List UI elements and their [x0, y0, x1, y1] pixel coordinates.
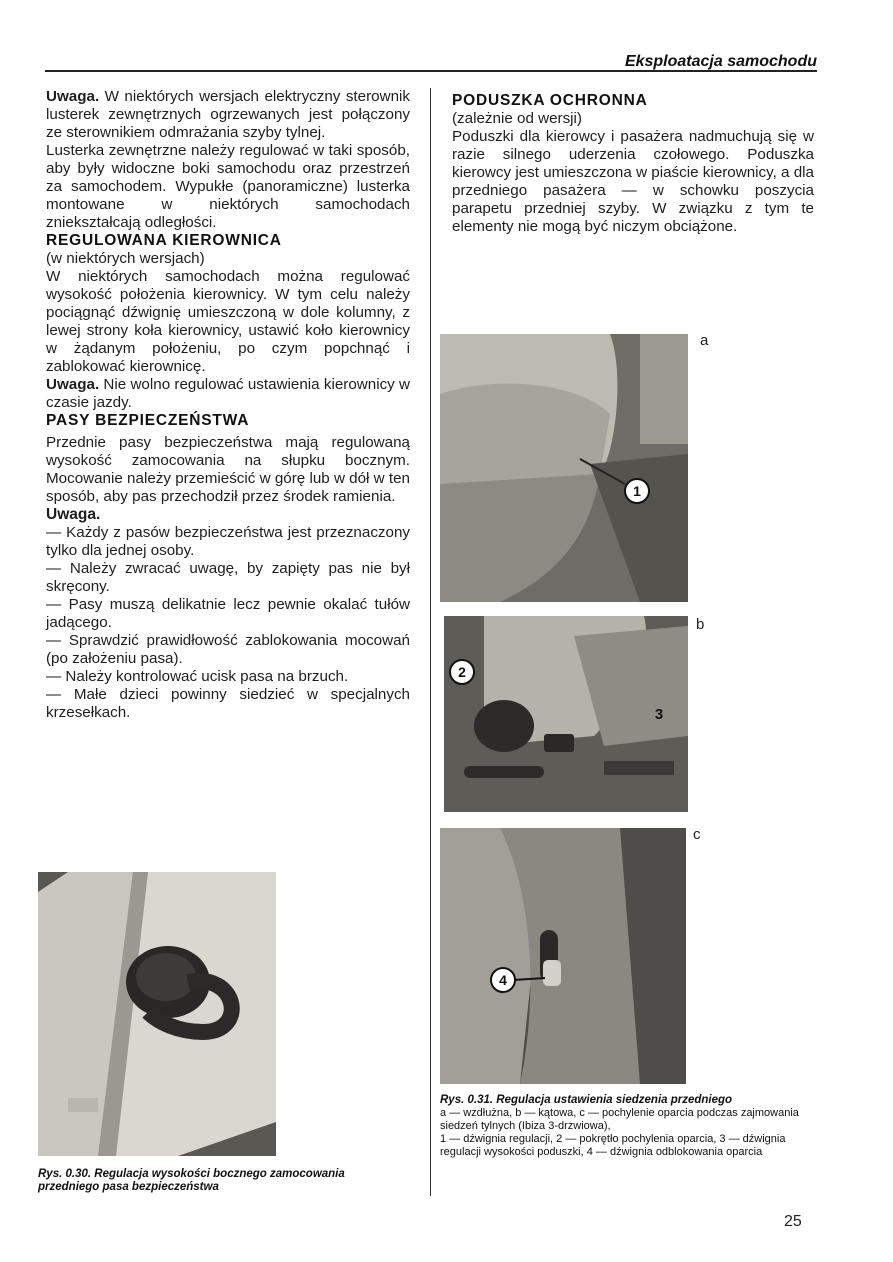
belts-note-item: — Należy kontrolować ucisk pasa na brzuch. — [46, 668, 349, 685]
header-rule — [45, 70, 817, 72]
callout-2: 2 — [458, 664, 466, 680]
photo-label-b: b — [696, 616, 705, 633]
callout-3: 3 — [654, 706, 664, 723]
belts-note-item: — Należy zwracać uwagę, by zapięty pas nie był skręcony. — [46, 560, 410, 595]
airbag-paragraph: Poduszki dla kierowcy i pasażera nadmuchują się w razie silnego uderzenia czołowego. Poduszka kierowcy jest umieszczona w piaście kierownicy, a dla przedniego pasażera — w schowku poszycia parapetu przedniej szyby. W związku z tym te elementy nie mogą być niczym obciążone. — [452, 128, 814, 235]
note-label: Uwaga. — [46, 88, 100, 105]
steering-subheading: (w niektórych wersjach) — [46, 250, 205, 267]
mirror-note — [46, 88, 410, 142]
caption-title: Rys. 0.31. Regulacja ustawienia siedzenia przedniego — [440, 1094, 733, 1106]
callout-4: 4 — [499, 972, 507, 988]
note-text: Nie wolno regulować ustawienia kierownicy w czasie jazdy. — [46, 376, 410, 411]
belts-paragraph: Przednie pasy bezpieczeństwa mają regulowaną wysokość zamocowania na słupku bocznym. Mocowanie należy przemieścić w górę lub w dół w ten sposób, aby pas przechodził przez środek ramienia. — [46, 434, 410, 505]
belts-note-item: — Pasy muszą delikatnie lecz pewnie okalać tułów jadącego. — [46, 596, 410, 631]
photo-label-a: a — [700, 332, 709, 349]
column-divider — [430, 88, 431, 1196]
figure-caption-0-30 — [38, 1168, 378, 1194]
caption-line: 1 — dźwignia regulacji, 2 — pokrętło pochylenia oparcia, 3 — dźwignia regulacji wysokości poduszki, 4 — dźwignia odblokowania oparcia — [440, 1133, 786, 1158]
note-text: W niektórych wersjach elektryczny sterownik lusterek zewnętrznych ogrzewanych jest połączony ze sterownikiem odmrażania szyby tylnej. — [46, 88, 410, 141]
steering-paragraph: W niektórych samochodach można regulować wysokość położenia kierownicy. W tym celu należy pociągnąć dźwignię umieszczoną w dole kolumny, z lewej strony koła kierownicy, ustawić koło kierownicy w żądanym położeniu, po czym popchnąć i zablokować kierownicę. — [46, 268, 410, 375]
figure-caption-0-31 — [440, 1094, 810, 1159]
caption-line: a — wzdłużna, b — kątowa, c — pochylenie oparcia podczas zajmowania siedzeń tylnych (Ibiza 3-drzwiowa), — [440, 1107, 799, 1132]
seat-photo-b — [444, 616, 688, 812]
seatbelt-anchor-photo — [38, 872, 276, 1156]
left-column — [46, 88, 410, 722]
belts-note-title: Uwaga. — [46, 506, 101, 523]
seat-photo-a — [440, 334, 688, 602]
callout-1: 1 — [633, 483, 641, 499]
belts-note-item: — Małe dzieci powinny siedzieć w specjalnych krzesełkach. — [46, 686, 410, 721]
page-number: 25 — [784, 1213, 802, 1230]
note-label: Uwaga. — [46, 376, 100, 393]
belts-note-item: — Sprawdzić prawidłowość zablokowania mocowań (po założeniu pasa). — [46, 632, 410, 667]
steering-heading: REGULOWANA KIEROWNICA — [46, 232, 282, 249]
seat-photo-c — [440, 828, 686, 1084]
caption-title: Rys. 0.30. Regulacja wysokości bocznego zamocowania przedniego pasa bezpieczeństwa — [38, 1168, 345, 1193]
right-column — [452, 92, 814, 236]
mirrors-paragraph: Lusterka zewnętrzne należy regulować w taki sposób, aby były widoczne boki samochodu oraz przestrzeń za samochodem. Wypukłe (panoramiczne) lusterka montowane w niektórych samochodach zniekształcają odległości. — [46, 142, 410, 231]
airbag-heading: PODUSZKA OCHRONNA — [452, 92, 648, 109]
belts-heading: PASY BEZPIECZEŃSTWA — [46, 412, 250, 429]
photo-label-c: c — [693, 826, 701, 843]
steering-note — [46, 376, 410, 412]
belts-note-item: — Każdy z pasów bezpieczeństwa jest przeznaczony tylko dla jednej osoby. — [46, 524, 410, 559]
airbag-subheading: (zależnie od wersji) — [452, 110, 582, 127]
header-title: Eksploatacja samochodu — [624, 53, 817, 70]
